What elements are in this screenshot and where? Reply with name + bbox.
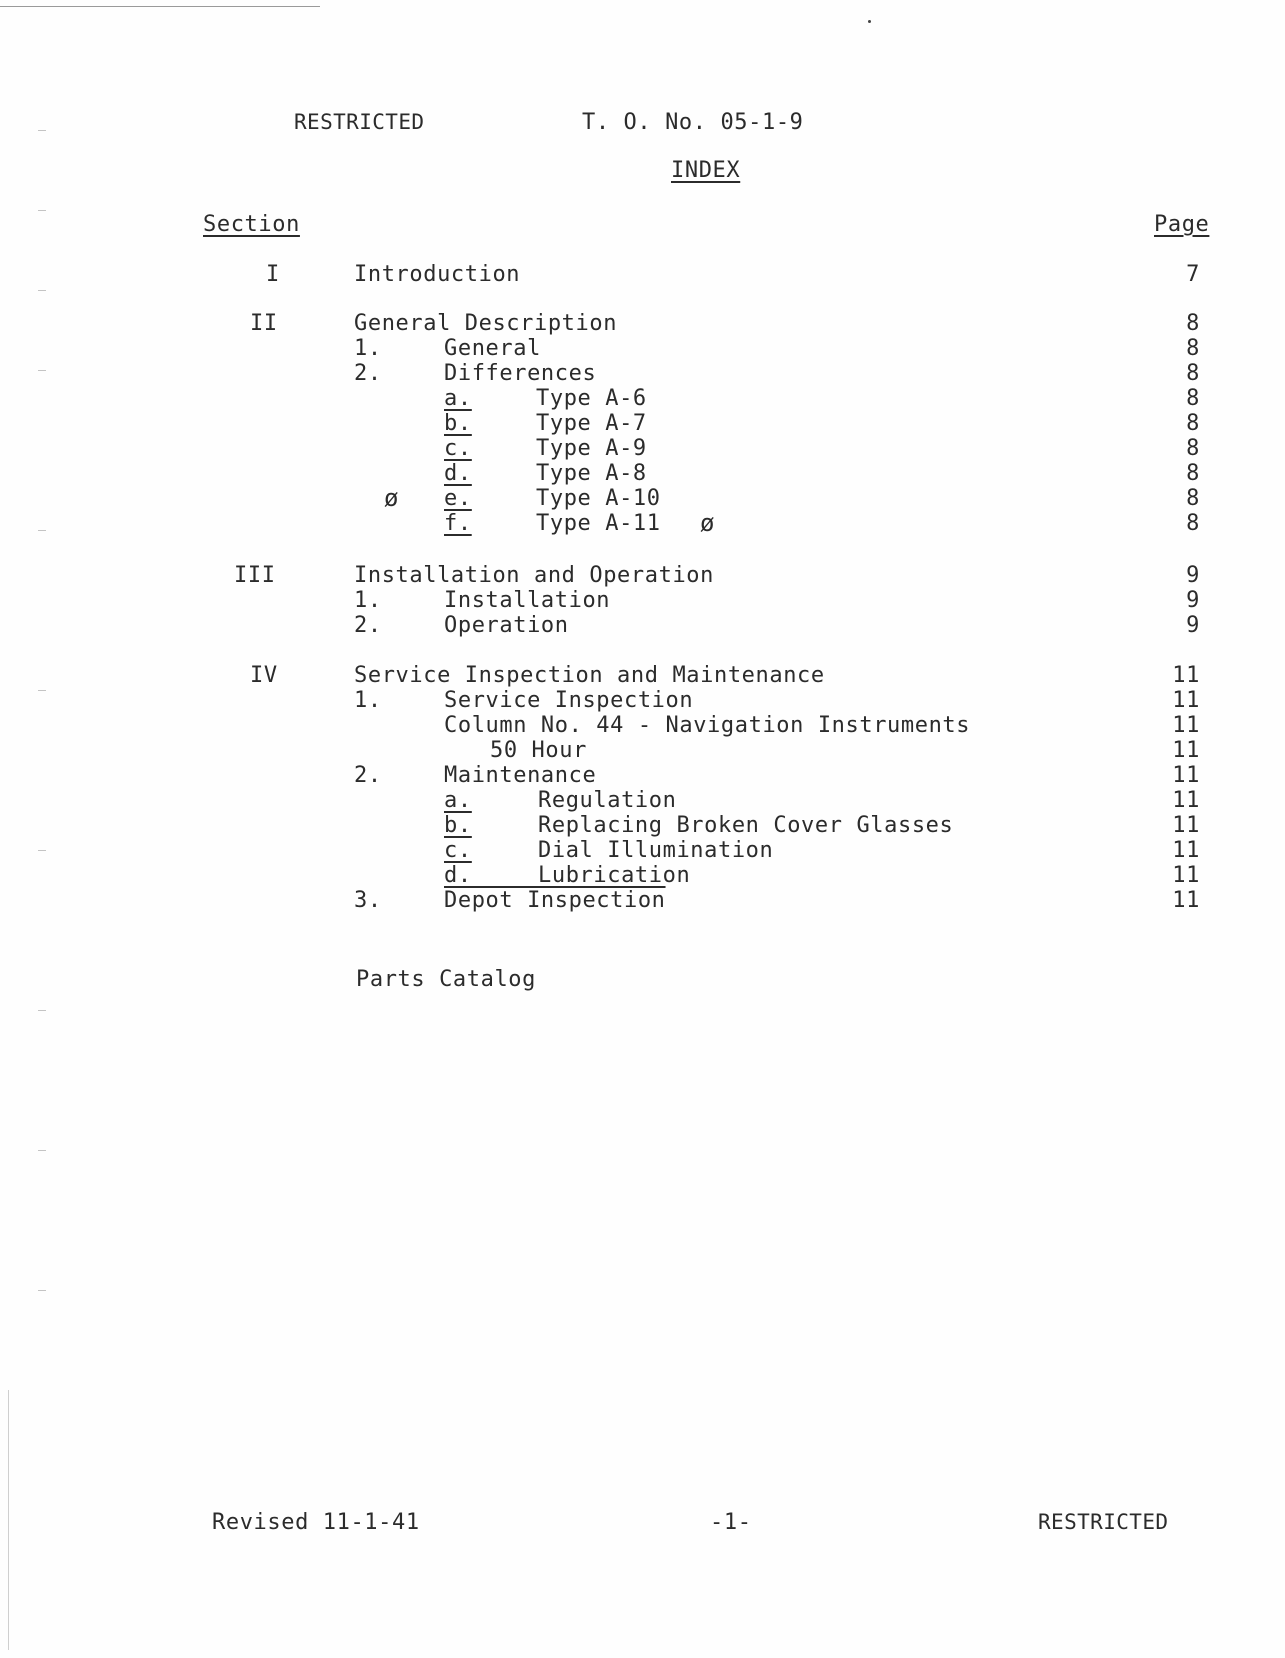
item-number: 1. <box>354 688 382 713</box>
sub-item-label: Type A-9 <box>536 436 647 461</box>
margin-tick <box>38 1010 46 1011</box>
section-title: General Description <box>354 311 618 336</box>
page-ref: 8 <box>1186 511 1200 536</box>
page-ref: 11 <box>1172 688 1200 713</box>
item-label: General <box>444 336 541 361</box>
sub-item-letter: c. <box>444 436 472 461</box>
page-ref: 11 <box>1172 788 1200 813</box>
restricted-header-left: RESTRICTED <box>294 110 425 134</box>
sub-item-letter: a. <box>444 788 472 813</box>
item-detail: Column No. 44 - Navigation Instruments <box>444 713 971 738</box>
section-column-header: Section <box>203 212 300 237</box>
sub-item-label: Dial Illumination <box>538 838 774 863</box>
margin-tick <box>38 690 46 691</box>
item-number: 2. <box>354 613 382 638</box>
sub-item-letter: d. <box>444 863 472 888</box>
page-ref: 8 <box>1186 436 1200 461</box>
sub-item-letter: c. <box>444 838 472 863</box>
item-label: Depot Inspection <box>444 888 666 913</box>
sub-item-letter: d. <box>444 461 472 486</box>
sub-item-label: Replacing Broken Cover Glasses <box>538 813 954 838</box>
margin-tick <box>38 850 46 851</box>
page-column-header: Page <box>1154 212 1210 237</box>
page-ref: 8 <box>1186 361 1200 386</box>
sub-item-label: Type A-11 <box>536 511 661 536</box>
item-number: 2. <box>354 763 382 788</box>
to-number: T. O. No. 05-1-9 <box>582 110 804 135</box>
page-ref: 11 <box>1172 663 1200 688</box>
item-number: 2. <box>354 361 382 386</box>
sub-item-letter: a. <box>444 386 472 411</box>
page-ref: 11 <box>1172 863 1200 888</box>
page-ref: 11 <box>1172 738 1200 763</box>
margin-tick <box>38 530 46 531</box>
section-title: Installation and Operation <box>354 563 714 588</box>
sub-item-letter: b. <box>444 813 472 838</box>
revision-date: Revised 11-1-41 <box>212 1510 420 1535</box>
section-numeral: I <box>266 262 280 287</box>
section-title: Introduction <box>354 262 521 287</box>
change-mark: ø <box>700 509 716 537</box>
change-mark: ø <box>384 484 400 512</box>
item-number: 1. <box>354 336 382 361</box>
page-ref: 8 <box>1186 411 1200 436</box>
scan-artifact-dot <box>868 20 871 23</box>
section-numeral: II <box>250 311 278 336</box>
margin-tick <box>38 1150 46 1151</box>
margin-tick <box>38 130 46 131</box>
item-label: Differences <box>444 361 597 386</box>
page-ref: 9 <box>1186 613 1200 638</box>
margin-tick <box>38 370 46 371</box>
page-ref: 11 <box>1172 888 1200 913</box>
item-label: Installation <box>444 588 611 613</box>
page-ref: 7 <box>1186 262 1200 287</box>
page-number: -1- <box>710 1510 752 1535</box>
item-label: Service Inspection <box>444 688 694 713</box>
page-ref: 8 <box>1186 386 1200 411</box>
page-ref: 11 <box>1172 813 1200 838</box>
scan-artifact-line <box>0 6 320 7</box>
item-number: 3. <box>354 888 382 913</box>
sub-item-label: Type A-8 <box>536 461 647 486</box>
sub-item-letter: e. <box>444 486 472 511</box>
section-title: Service Inspection and Maintenance <box>354 663 825 688</box>
page-title: INDEX <box>671 158 741 183</box>
page-ref: 11 <box>1172 838 1200 863</box>
page-ref: 8 <box>1186 311 1200 336</box>
margin-tick <box>38 1290 46 1291</box>
margin-tick <box>38 210 46 211</box>
restricted-footer-right: RESTRICTED <box>1038 1510 1169 1534</box>
item-number: 1. <box>354 588 382 613</box>
sub-item-label: Regulation <box>538 788 677 813</box>
item-label: Maintenance <box>444 763 597 788</box>
page-ref: 11 <box>1172 763 1200 788</box>
item-label: Operation <box>444 613 569 638</box>
sub-item-letter: b. <box>444 411 472 436</box>
sub-item-label: Type A-7 <box>536 411 647 436</box>
item-detail: 50 Hour <box>490 738 587 763</box>
margin-rule <box>8 1390 9 1650</box>
parts-catalog-entry: Parts Catalog <box>356 967 536 992</box>
sub-item-label: Lubrication <box>538 863 691 888</box>
page-ref: 9 <box>1186 563 1200 588</box>
sub-item-letter: f. <box>444 511 472 536</box>
page-ref: 9 <box>1186 588 1200 613</box>
margin-tick <box>38 290 46 291</box>
section-numeral: IV <box>250 663 278 688</box>
page-ref: 11 <box>1172 713 1200 738</box>
page-ref: 8 <box>1186 461 1200 486</box>
section-numeral: III <box>234 563 276 588</box>
sub-item-label: Type A-10 <box>536 486 661 511</box>
page-ref: 8 <box>1186 486 1200 511</box>
sub-item-label: Type A-6 <box>536 386 647 411</box>
page-ref: 8 <box>1186 336 1200 361</box>
